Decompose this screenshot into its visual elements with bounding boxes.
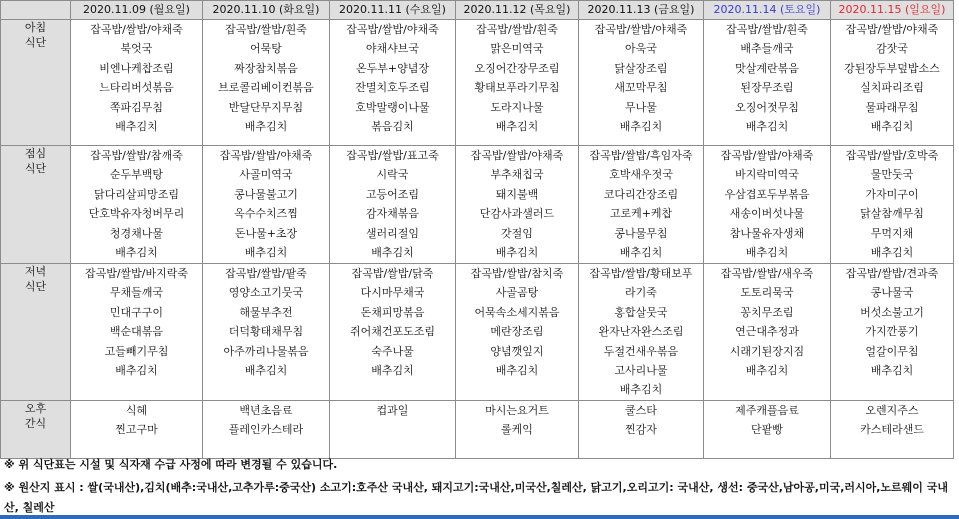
dish-item: 물파래무침 <box>865 100 919 114</box>
dish-item: 돈채피망볶음 <box>360 305 425 319</box>
dish-item: 온두부+양념장 <box>356 61 429 75</box>
menu-cell <box>203 400 330 458</box>
dish-item: 메란장조림 <box>490 325 544 339</box>
dish-item: 어묵속소세지볶음 <box>474 305 560 319</box>
dish-item: 카스테라샌드 <box>860 423 924 437</box>
dish-item: 단팥빵 <box>751 423 783 437</box>
menu-cell <box>71 20 203 146</box>
dish-item: 오렌지주스 <box>865 403 919 417</box>
dish-item: 배추김치 <box>870 246 914 260</box>
menu-cell <box>579 146 704 264</box>
date-header: 2020.11.12 (목요일) <box>456 1 579 20</box>
dish-item: 황태보푸라기무침 <box>474 81 560 95</box>
dish-item: 고로케+케찹 <box>609 207 673 221</box>
dish-item: 찐감자 <box>625 423 657 437</box>
menu-cell <box>456 146 579 264</box>
dish-item: 민대구구이 <box>109 305 164 319</box>
dish-item: 배추김치 <box>870 364 914 378</box>
dish-item: 잡곡밥/쌀밥/야채죽 <box>219 149 313 162</box>
dish-item: 잡곡밥/쌀밥/팥죽 <box>225 267 307 280</box>
dish-item: 잡곡밥/쌀밥/흰죽 <box>726 23 808 36</box>
dish-item: 무채들깨국 <box>109 286 164 300</box>
menu-cell <box>330 146 456 264</box>
change-notice: ※ 위 식단표는 시설 및 식자재 수급 사정에 따라 변경될 수 있습니다. <box>4 458 338 471</box>
meal-label <box>1 146 71 264</box>
dish-item: 청경채나물 <box>109 226 164 240</box>
dish-item: 잡곡밥/쌀밥/야채죽 <box>720 149 814 162</box>
meal-label-text: 간식 <box>24 416 47 430</box>
meal-row <box>1 264 954 401</box>
menu-cell <box>203 20 330 146</box>
dish-item: 연근대추정과 <box>735 325 799 339</box>
menu-cell <box>831 20 954 146</box>
meal-label <box>1 20 71 146</box>
dish-item: 잡곡밥/쌀밥/야채죽 <box>470 149 564 162</box>
dish-item: 시락국 <box>376 168 409 182</box>
dish-item: 숙주나물 <box>371 344 414 358</box>
menu-cell <box>456 400 579 458</box>
dish-item: 배추김치 <box>244 364 288 378</box>
dish-item: 식혜 <box>125 403 148 417</box>
dish-item: 홍합살뭇국 <box>614 305 668 319</box>
dish-item: 맛살계란볶음 <box>735 61 799 75</box>
date-header: 2020.11.15 (일요일) <box>831 1 954 20</box>
dish-item: 호박말랭이나물 <box>355 100 430 114</box>
dish-item: 배추김치 <box>745 246 789 260</box>
dish-item: 다시마무채국 <box>360 286 425 300</box>
dish-item: 더덕황태채무침 <box>228 325 304 339</box>
dish-item: 롤케익 <box>501 423 533 437</box>
dish-item: 배추들깨국 <box>740 42 794 56</box>
meal-row <box>1 146 954 264</box>
meal-row <box>1 20 954 146</box>
dish-item: 야채샤브국 <box>365 42 420 56</box>
dish-item: 배추김치 <box>619 246 663 260</box>
menu-cell <box>831 146 954 264</box>
dish-item: 고들빼기무침 <box>104 344 169 358</box>
dish-item: 백년초음료 <box>239 403 293 417</box>
dish-item: 잡곡밥/쌀밥/참깨죽 <box>90 149 183 162</box>
menu-cell <box>456 264 579 401</box>
dish-item: 갓절임 <box>501 226 533 240</box>
meal-label-text: 오후 <box>24 401 47 415</box>
dish-item: 배추김치 <box>115 120 158 134</box>
dish-item: 배추김치 <box>115 364 158 378</box>
dish-item: 잡곡밥/쌀밥/호박죽 <box>845 149 939 162</box>
dish-item: 시래기된장지짐 <box>729 344 805 358</box>
dish-item: 영양소고기뭇국 <box>228 286 304 300</box>
dish-item: 제주캐플음료 <box>735 403 799 417</box>
dish-item: 감자채볶음 <box>365 207 420 221</box>
date-header: 2020.11.11 (수요일) <box>330 1 456 20</box>
dish-item: 닭살장조림 <box>614 61 668 75</box>
dish-item: 쪽파김무침 <box>109 100 164 114</box>
dish-item: 닭살참깨무침 <box>860 207 924 221</box>
dish-item: 단호박유자청버무리 <box>88 207 185 221</box>
dish-item: 잡곡밥/쌀밥/표고죽 <box>346 149 439 162</box>
dish-item: 찐고구마 <box>115 423 158 437</box>
dish-item: 참나물유자생채 <box>729 226 805 240</box>
dish-item: 잡곡밥/쌀밥/바지락죽 <box>84 267 189 280</box>
dish-item: 돈나물+초장 <box>234 226 298 240</box>
meal-label <box>1 400 71 458</box>
dish-item: 된장무조림 <box>740 81 794 95</box>
dish-item: 배추김치 <box>115 246 158 260</box>
dish-item: 배추김치 <box>619 383 663 397</box>
dish-item: 옥수수치즈찜 <box>234 207 298 221</box>
dish-item: 실치파리조림 <box>860 81 924 95</box>
dish-item: 배추김치 <box>244 246 288 260</box>
dish-item: 북엇국 <box>120 42 153 56</box>
dish-item: 샐러리절임 <box>365 226 420 240</box>
dish-item: 물만둣국 <box>870 168 914 182</box>
bottom-bar <box>0 515 959 519</box>
dish-item: 고등어조림 <box>365 187 420 201</box>
dish-item: 부추채칩국 <box>490 168 544 182</box>
dish-item: 도토리묵국 <box>740 286 794 300</box>
dish-item: 순두부백탕 <box>109 168 164 182</box>
dish-item: 강된장두부덮밥소스 <box>844 61 940 75</box>
menu-cell <box>71 146 203 264</box>
menu-cell <box>330 264 456 401</box>
dish-item: 컵과일 <box>376 403 409 417</box>
date-header: 2020.11.09 (월요일) <box>71 1 203 20</box>
dish-item: 가지깐풍기 <box>865 325 919 339</box>
dish-item: 비엔나케찹조림 <box>99 61 174 75</box>
dish-item: 배추김치 <box>495 246 539 260</box>
dish-item: 백순대볶음 <box>109 325 164 339</box>
dish-item: 잡곡밥/쌀밥/흑임자죽 <box>589 149 693 162</box>
dish-item: 반달단무지무침 <box>228 100 304 114</box>
dish-item: 쥐어채건포도조림 <box>349 325 435 339</box>
dish-item: 잡곡밥/쌀밥/참치죽 <box>470 267 564 280</box>
dish-item: 돼지불백 <box>495 187 539 201</box>
meal-label-text: 식단 <box>24 162 47 175</box>
dish-item: 버섯소불고기 <box>860 305 924 319</box>
meal-label <box>1 264 71 401</box>
menu-cell <box>704 146 831 264</box>
dish-item: 잔멸치호두조림 <box>355 81 430 95</box>
dish-item: 아주까리나물볶음 <box>223 344 309 358</box>
dish-item: 마시는요거트 <box>485 403 549 417</box>
dish-item: 두절건새우볶음 <box>603 344 679 358</box>
dish-item: 배추김치 <box>371 364 414 378</box>
dish-item: 맑은미역국 <box>490 42 544 56</box>
menu-cell <box>579 20 704 146</box>
dish-item: 플레인카스테라 <box>228 423 304 437</box>
origin-notice: ※ 원산지 표시 : 쌀(국내산),김치(배추:국내산,고추가루:중국산) 소고기:호주산 국내산, 돼지고기:국내산,미국산,칠레산, 닭고기,오리고기: 국내산, 생선: 중국산,남아공,미국,러시아,노르웨이 국내산, 칠레산 <box>4 481 949 514</box>
menu-cell <box>330 400 456 458</box>
menu-cell <box>704 20 831 146</box>
dish-item: 얼갈이무침 <box>865 344 919 358</box>
dish-item: 양념깻잎지 <box>490 344 544 358</box>
dish-item: 배추김치 <box>619 120 663 134</box>
dish-item: 배추김치 <box>745 364 789 378</box>
dish-item: 배추김치 <box>371 246 414 260</box>
dish-item: 라기죽 <box>625 286 657 300</box>
header-row <box>1 1 954 20</box>
dish-item: 배추김치 <box>244 120 288 134</box>
dish-item: 잡곡밥/쌀밥/흰죽 <box>225 23 307 36</box>
dish-item: 감잣국 <box>876 42 908 56</box>
dish-item: 배추김치 <box>745 120 789 134</box>
dish-item: 아욱국 <box>625 42 657 56</box>
menu-cell <box>330 20 456 146</box>
dish-item: 고사리나물 <box>614 364 668 378</box>
dish-item: 오징어젓무침 <box>735 100 799 114</box>
dish-item: 잡곡밥/쌀밥/야채죽 <box>90 23 183 36</box>
dish-item: 잡곡밥/쌀밥/야채죽 <box>845 23 939 36</box>
dish-item: 새송이버섯나물 <box>729 207 805 221</box>
dish-item: 잡곡밥/쌀밥/야채죽 <box>594 23 688 36</box>
menu-cell <box>704 400 831 458</box>
dish-item: 우삼겹포두부볶음 <box>724 187 810 201</box>
dish-item: 어묵탕 <box>250 42 282 56</box>
dish-item: 잡곡밥/쌀밥/흰죽 <box>476 23 558 36</box>
notes <box>4 458 954 514</box>
dish-item: 코다리간장조림 <box>603 187 679 201</box>
header-corner <box>1 1 71 20</box>
dish-item: 가자미구이 <box>865 187 919 201</box>
dish-item: 볶음김치 <box>371 120 414 134</box>
dish-item: 도라지나물 <box>490 100 544 114</box>
dish-item: 해물부추전 <box>239 305 293 319</box>
meal-label-text: 점심 <box>24 147 47 160</box>
dish-item: 잡곡밥/쌀밥/황태보푸 <box>589 267 693 280</box>
dish-item: 사골미역국 <box>239 168 293 182</box>
meal-label-text: 식단 <box>24 280 47 293</box>
dish-item: 잡곡밥/쌀밥/새우죽 <box>720 267 814 280</box>
menu-cell <box>831 400 954 458</box>
dish-item: 꽁치무조림 <box>740 305 794 319</box>
date-header: 2020.11.13 (금요일) <box>579 1 704 20</box>
dish-item: 무먹지채 <box>870 226 914 240</box>
dish-item: 콩나물무침 <box>614 226 668 240</box>
date-header: 2020.11.10 (화요일) <box>203 1 330 20</box>
dish-item: 잡곡밥/쌀밥/닭죽 <box>351 267 434 280</box>
menu-cell <box>456 20 579 146</box>
dish-item: 새꼬막무침 <box>614 81 668 95</box>
dish-item: 배추김치 <box>495 364 539 378</box>
dish-item: 호박새우젓국 <box>609 168 673 182</box>
dish-item: 단감사과샐러드 <box>479 207 555 221</box>
dish-item: 바지락미역국 <box>735 168 799 182</box>
dish-item: 콩나물국 <box>870 286 914 300</box>
menu-cell <box>704 264 831 401</box>
dish-item: 쿨스타 <box>625 403 657 417</box>
dish-item: 짜장참치볶음 <box>234 61 298 75</box>
dish-item: 오징어간장무조림 <box>474 61 560 75</box>
dish-item: 배추김치 <box>870 120 914 134</box>
menu-cell <box>203 146 330 264</box>
menu-body <box>1 20 954 459</box>
dish-item: 브로콜리베이컨볶음 <box>218 81 314 95</box>
dish-item: 완자난자완스조림 <box>598 325 684 339</box>
date-header: 2020.11.14 (토요일) <box>704 1 831 20</box>
dish-item: 잡곡밥/쌀밥/견과죽 <box>845 267 939 280</box>
dish-item: 무나물 <box>625 100 657 114</box>
dish-item: 잡곡밥/쌀밥/야채죽 <box>346 23 439 36</box>
dish-item: 사골곰탕 <box>495 286 539 300</box>
menu-cell <box>831 264 954 401</box>
meal-label-text: 저녁 <box>24 265 47 278</box>
meal-label-text: 식단 <box>24 36 47 49</box>
meal-label-text: 아침 <box>24 21 47 34</box>
dish-item: 닭다리살피망조림 <box>93 187 179 201</box>
dish-item: 느타리버섯볶음 <box>99 81 174 95</box>
menu-cell <box>203 264 330 401</box>
menu-cell <box>71 264 203 401</box>
meal-row <box>1 400 954 458</box>
dish-item: 콩나물불고기 <box>234 187 298 201</box>
menu-cell <box>71 400 203 458</box>
menu-cell <box>579 400 704 458</box>
dish-item: 배추김치 <box>495 120 539 134</box>
menu-cell <box>579 264 704 401</box>
